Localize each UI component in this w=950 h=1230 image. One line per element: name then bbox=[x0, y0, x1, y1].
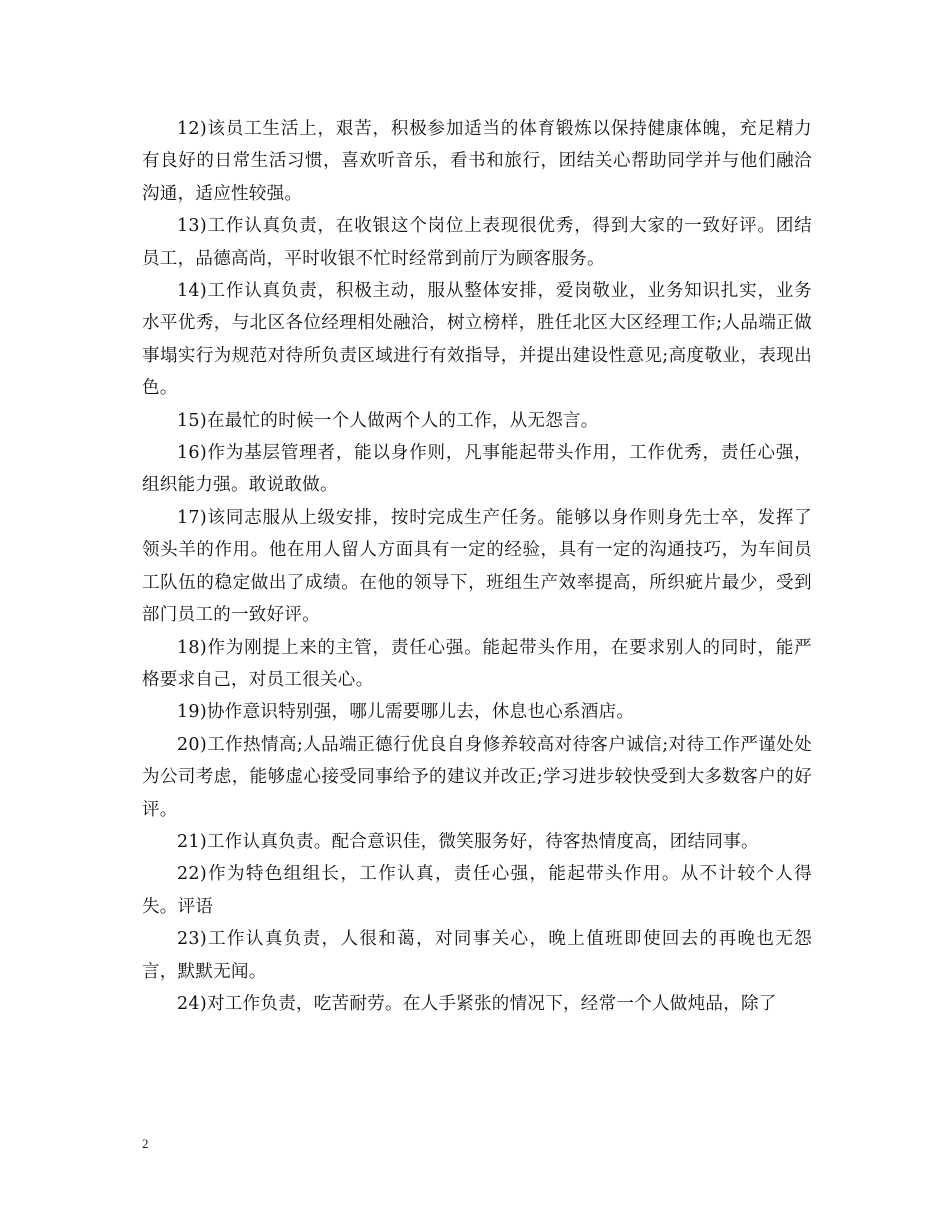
paragraph-18: 18)作为刚提上来的主管，责任心强。能起带头作用，在要求别人的同时，能严格要求自己，对员工很关心。 bbox=[142, 637, 812, 690]
paragraph-20: 20)工作热情高;人品端正德行优良自身修养较高对待客户诚信;对待工作严谨处处为公司考虑，能够虚心接受同事给予的建议并改正;学习进步较快受到大多数客户的好评。 bbox=[142, 734, 812, 820]
paragraph-14: 14)工作认真负责，积极主动，服从整体安排，爱岗敬业，业务知识扎实，业务水平优秀，与北区各位经理相处融洽，树立榜样，胜任北区大区经理工作;人品端正做事塌实行为规范对待所负责区域进行有效指导，并提出建设性意见;高度敬业，表现出色。 bbox=[142, 281, 812, 399]
paragraph-22: 22)作为特色组组长，工作认真，责任心强，能起带头作用。从不计较个人得失。评语 bbox=[142, 864, 812, 917]
document-body bbox=[142, 113, 812, 1020]
paragraph-16: 16)作为基层管理者，能以身作则，凡事能起带头作用，工作优秀，责任心强，组织能力强。敢说敢做。 bbox=[142, 443, 812, 496]
paragraph-19: 19)协作意识特别强，哪儿需要哪儿去，休息也心系酒店。 bbox=[177, 702, 635, 723]
paragraph-23: 23)工作认真负责，人很和蔼，对同事关心，晚上值班即使回去的再晚也无怨言，默默无闻。 bbox=[142, 929, 812, 982]
paragraph-12: 12)该员工生活上，艰苦，积极参加适当的体育锻炼以保持健康体魄，充足精力有良好的日常生活习惯，喜欢听音乐，看书和旅行，团结关心帮助同学并与他们融洽沟通，适应性较强。 bbox=[142, 119, 812, 204]
paragraph-17: 17)该同志服从上级安排，按时完成生产任务。能够以身作则身先士卒，发挥了领头羊的作用。他在用人留人方面具有一定的经验，具有一定的沟通技巧，为车间员工队伍的稳定做出了成绩。在他的领导下，班组生产效率提高，所织疵片最少，受到部门员工的一致好评。 bbox=[142, 507, 812, 626]
paragraph-21: 21)工作认真负责。配合意识佳，微笑服务好，待客热情度高，团结同事。 bbox=[177, 831, 759, 852]
page-number: 2 bbox=[142, 1136, 149, 1151]
paragraph-24: 24)对工作负责，吃苦耐劳。在人手紧张的情况下，经常一个人做炖品，除了 bbox=[177, 993, 777, 1014]
paragraph-13: 13)工作认真负责，在收银这个岗位上表现很优秀，得到大家的一致好评。团结员工，品德高尚，平时收银不忙时经常到前厅为顾客服务。 bbox=[142, 216, 812, 269]
paragraph-15: 15)在最忙的时候一个人做两个人的工作，从无怨言。 bbox=[177, 410, 599, 431]
